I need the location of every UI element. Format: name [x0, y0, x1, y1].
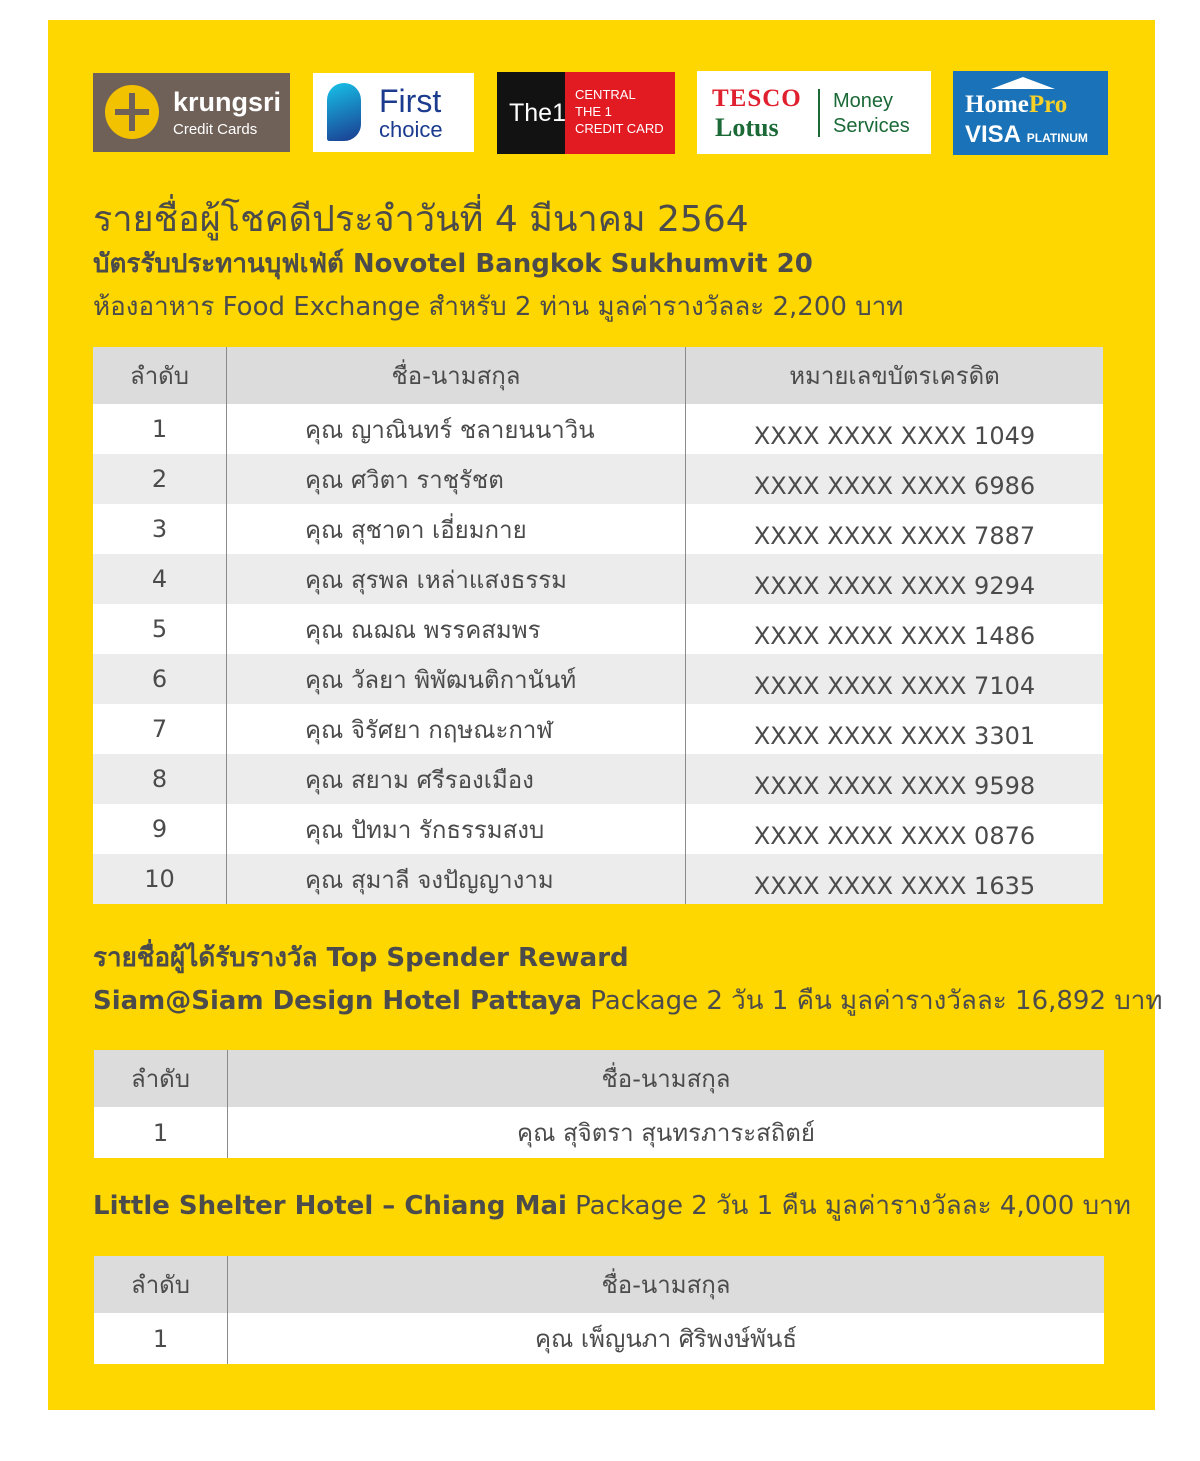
section1-subtitle: บัตรรับประทานบุฟเฟ่ต์ Novotel Bangkok Sukhumvit 20	[93, 249, 813, 279]
house-roof-icon	[991, 77, 1055, 89]
the1-logo-line3: CREDIT CARD	[575, 121, 664, 136]
row-name: คุณ สุจิตรา สุนทรภาระสถิตย์	[228, 1107, 1105, 1158]
table-row	[93, 504, 1103, 554]
first-choice-logo-line2: choice	[379, 117, 443, 142]
table-row	[93, 854, 1103, 904]
top-spender-pattaya-table	[94, 1050, 1104, 1158]
tesco-logo-line3: Money	[833, 90, 894, 112]
header-name: ชื่อ-นามสกุล	[227, 347, 686, 404]
section3-package-line	[93, 1185, 1131, 1226]
the1-logo	[497, 72, 675, 154]
row-name: คุณ ปัทมา รักธรรมสงบ	[227, 804, 686, 854]
first-choice-swoosh-icon	[327, 83, 361, 141]
row-card-number: XXXX XXXX XXXX 9294	[686, 554, 1104, 604]
table-row	[94, 1107, 1104, 1158]
table-row	[93, 604, 1103, 654]
homepro-logo-visa: VISA	[965, 121, 1021, 148]
row-rank: 8	[93, 754, 227, 804]
the1-logo-line1: CENTRAL	[575, 87, 636, 102]
the1-logo-line2: THE 1	[575, 104, 612, 119]
row-rank: 5	[93, 604, 227, 654]
row-rank: 3	[93, 504, 227, 554]
row-rank: 1	[94, 1313, 228, 1364]
row-card-number: XXXX XXXX XXXX 7104	[686, 654, 1104, 704]
row-rank: 2	[93, 454, 227, 504]
krungsri-logo-subtext: Credit Cards	[173, 121, 258, 138]
homepro-logo-text	[965, 91, 1067, 119]
krungsri-logo	[93, 73, 290, 152]
table-header-row	[94, 1050, 1104, 1107]
header-name: ชื่อ-นามสกุล	[228, 1256, 1105, 1313]
page-title: รายชื่อผู้โชคดีประจำวันที่ 4 มีนาคม 2564	[93, 199, 749, 240]
tesco-logo-divider	[818, 89, 820, 137]
row-name: คุณ สุรพล เหล่าแสงธรรม	[227, 554, 686, 604]
section2-package-line	[93, 980, 1163, 1021]
row-card-number: XXXX XXXX XXXX 9598	[686, 754, 1104, 804]
table-row	[93, 754, 1103, 804]
row-card-number: XXXX XXXX XXXX 1049	[686, 404, 1104, 454]
krungsri-emblem-icon	[105, 85, 159, 139]
row-name: คุณ วัลยา พิพัฒนติกานันท์	[227, 654, 686, 704]
section3-package: Package 2 วัน 1 คืน มูลค่ารางวัลละ 4,000 บาท	[566, 1191, 1131, 1221]
row-rank: 9	[93, 804, 227, 854]
tesco-lotus-money-logo	[697, 71, 931, 154]
row-rank: 1	[94, 1107, 228, 1158]
table-row	[94, 1313, 1104, 1364]
section3-hotel-name: Little Shelter Hotel – Chiang Mai	[93, 1191, 567, 1221]
header-rank: ลำดับ	[94, 1050, 228, 1107]
row-rank: 4	[93, 554, 227, 604]
table-header-row	[94, 1256, 1104, 1313]
header-rank: ลำดับ	[94, 1256, 228, 1313]
row-name: คุณ ศวิตา ราชุรัชต	[227, 454, 686, 504]
row-rank: 7	[93, 704, 227, 754]
section1-description: ห้องอาหาร Food Exchange สำหรับ 2 ท่าน มูลค่ารางวัลละ 2,200 บาท	[93, 292, 904, 322]
table-row	[93, 704, 1103, 754]
table-row	[93, 454, 1103, 504]
row-card-number: XXXX XXXX XXXX 7887	[686, 504, 1104, 554]
tesco-logo-services	[833, 89, 910, 139]
row-card-number: XXXX XXXX XXXX 1635	[686, 854, 1104, 904]
top-spender-chiangmai-table	[94, 1256, 1104, 1364]
row-card-number: XXXX XXXX XXXX 6986	[686, 454, 1104, 504]
row-rank: 6	[93, 654, 227, 704]
homepro-logo-pro: Pro	[1028, 91, 1068, 118]
row-name: คุณ จิรัศยา กฤษณะกาฬ	[227, 704, 686, 754]
section2-title: รายชื่อผู้ได้รับรางวัล Top Spender Reward	[93, 943, 629, 973]
homepro-visa-logo	[953, 71, 1108, 155]
tesco-logo-line2: Lotus	[715, 113, 779, 142]
homepro-logo-platinum: PLATINUM	[1026, 131, 1088, 145]
first-choice-logo	[313, 73, 474, 152]
row-name: คุณ สุชาดา เอี่ยมกาย	[227, 504, 686, 554]
row-card-number: XXXX XXXX XXXX 0876	[686, 804, 1104, 854]
row-name: คุณ เพ็ญนภา ศิริพงษ์พันธ์	[228, 1313, 1105, 1364]
row-rank: 10	[93, 854, 227, 904]
row-name: คุณ สุมาลี จงปัญญางาม	[227, 854, 686, 904]
section2-hotel-name: Siam@Siam Design Hotel Pattaya	[93, 986, 583, 1016]
row-name: คุณ ณฌณ พรรคสมพร	[227, 604, 686, 654]
row-name: คุณ ญาณินทร์ ชลายนนาวิน	[227, 404, 686, 454]
homepro-logo-home: Home	[965, 91, 1029, 118]
header-card-number: หมายเลขบัตรเครดิต	[686, 347, 1104, 404]
first-choice-logo-line1: First	[379, 83, 442, 119]
header-name: ชื่อ-นามสกุล	[228, 1050, 1105, 1107]
row-card-number: XXXX XXXX XXXX 1486	[686, 604, 1104, 654]
the1-logo-caption	[575, 86, 664, 137]
section2-package: Package 2 วัน 1 คืน มูลค่ารางวัลละ 16,892 บาท	[582, 986, 1163, 1016]
header-rank: ลำดับ	[93, 347, 227, 404]
announcement-panel	[48, 20, 1163, 1410]
table-row	[93, 654, 1103, 704]
table-header-row	[93, 347, 1103, 404]
buffet-winners-table	[93, 347, 1103, 904]
table-row	[93, 404, 1103, 454]
table-row	[93, 804, 1103, 854]
homepro-logo-visa-line	[965, 121, 1088, 149]
krungsri-logo-text: krungsri	[173, 87, 282, 117]
table-row	[93, 554, 1103, 604]
tesco-logo-line1: TESCO	[712, 85, 802, 112]
row-card-number: XXXX XXXX XXXX 3301	[686, 704, 1104, 754]
tesco-logo-line4: Services	[833, 115, 910, 137]
row-rank: 1	[93, 404, 227, 454]
row-name: คุณ สยาม ศรีรองเมือง	[227, 754, 686, 804]
the1-logo-brand: The1	[509, 99, 566, 127]
